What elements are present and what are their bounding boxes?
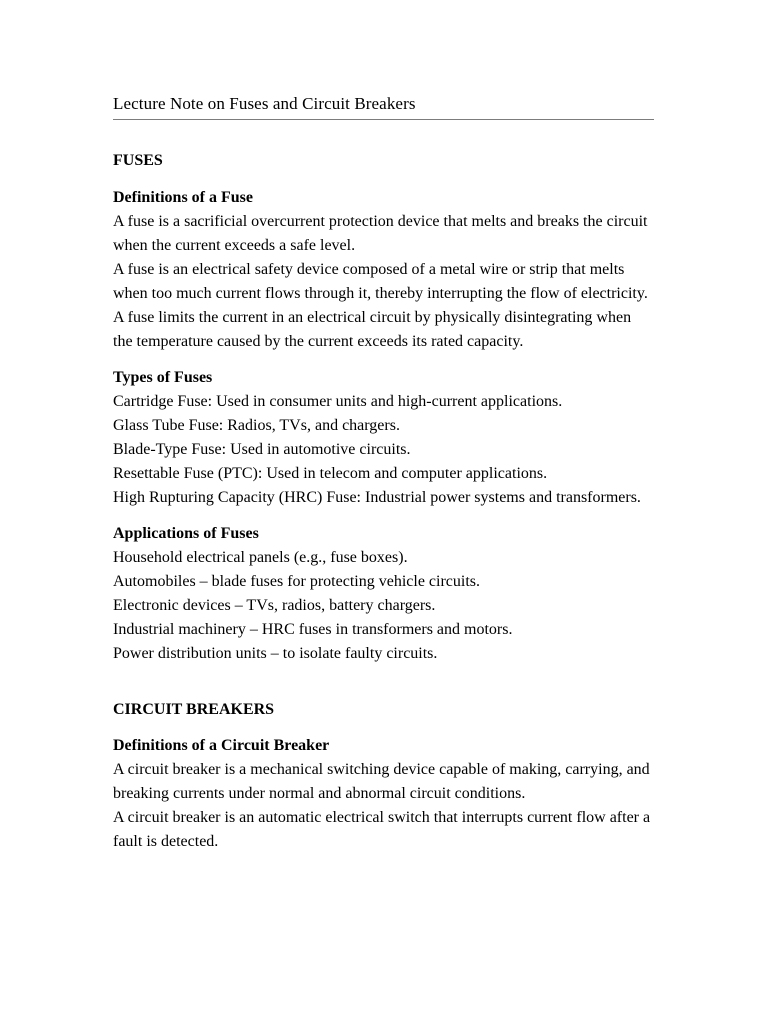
breaker-definition-1: A circuit breaker is a mechanical switching device capable of making, carrying, and breaking currents under normal and abnormal circuit conditions. [113, 761, 650, 802]
page-header-title: Lecture Note on Fuses and Circuit Breakers [113, 92, 654, 120]
breaker-definitions-heading: Definitions of a Circuit Breaker [113, 737, 330, 754]
fuse-application-item: Household electrical panels (e.g., fuse boxes). [113, 549, 408, 566]
fuse-definition-2: A fuse is an electrical safety device composed of a metal wire or strip that melts when too much current flows through it, thereby interrupting the flow of electricity. [113, 261, 648, 302]
fuse-definition-3: A fuse limits the current in an electrical circuit by physically disintegrating when the temperature caused by the current exceeds its rated capacity. [113, 309, 632, 350]
breaker-definition-2: A circuit breaker is an automatic electrical switch that interrupts current flow after a fault is detected. [113, 809, 651, 850]
fuse-applications-heading: Applications of Fuses [113, 525, 259, 542]
fuse-types-heading: Types of Fuses [113, 369, 213, 386]
fuse-definitions-block [113, 186, 654, 354]
fuse-type-item: Resettable Fuse (PTC): Used in telecom and computer applications. [113, 465, 548, 482]
fuse-type-item: Blade-Type Fuse: Used in automotive circuits. [113, 441, 411, 458]
fuse-type-item: Glass Tube Fuse: Radios, TVs, and chargers. [113, 417, 400, 434]
fuse-type-item: Cartridge Fuse: Used in consumer units and high-current applications. [113, 393, 563, 410]
fuse-types-block [113, 366, 654, 510]
circuit-breakers-section-heading: CIRCUIT BREAKERS [113, 701, 275, 718]
fuse-definition-1: A fuse is a sacrificial overcurrent protection device that melts and breaks the circuit when the current exceeds a safe level. [113, 213, 648, 254]
fuse-definitions-heading: Definitions of a Fuse [113, 189, 253, 206]
breaker-definitions-block [113, 734, 654, 854]
fuse-type-item: High Rupturing Capacity (HRC) Fuse: Industrial power systems and transformers. [113, 489, 641, 506]
fuse-application-item: Industrial machinery – HRC fuses in transformers and motors. [113, 621, 513, 638]
fuse-application-item: Automobiles – blade fuses for protecting vehicle circuits. [113, 573, 481, 590]
fuse-application-item: Power distribution units – to isolate faulty circuits. [113, 645, 438, 662]
fuse-applications-block [113, 522, 654, 666]
fuse-application-item: Electronic devices – TVs, radios, battery chargers. [113, 597, 436, 614]
fuses-section-heading: FUSES [113, 152, 163, 169]
